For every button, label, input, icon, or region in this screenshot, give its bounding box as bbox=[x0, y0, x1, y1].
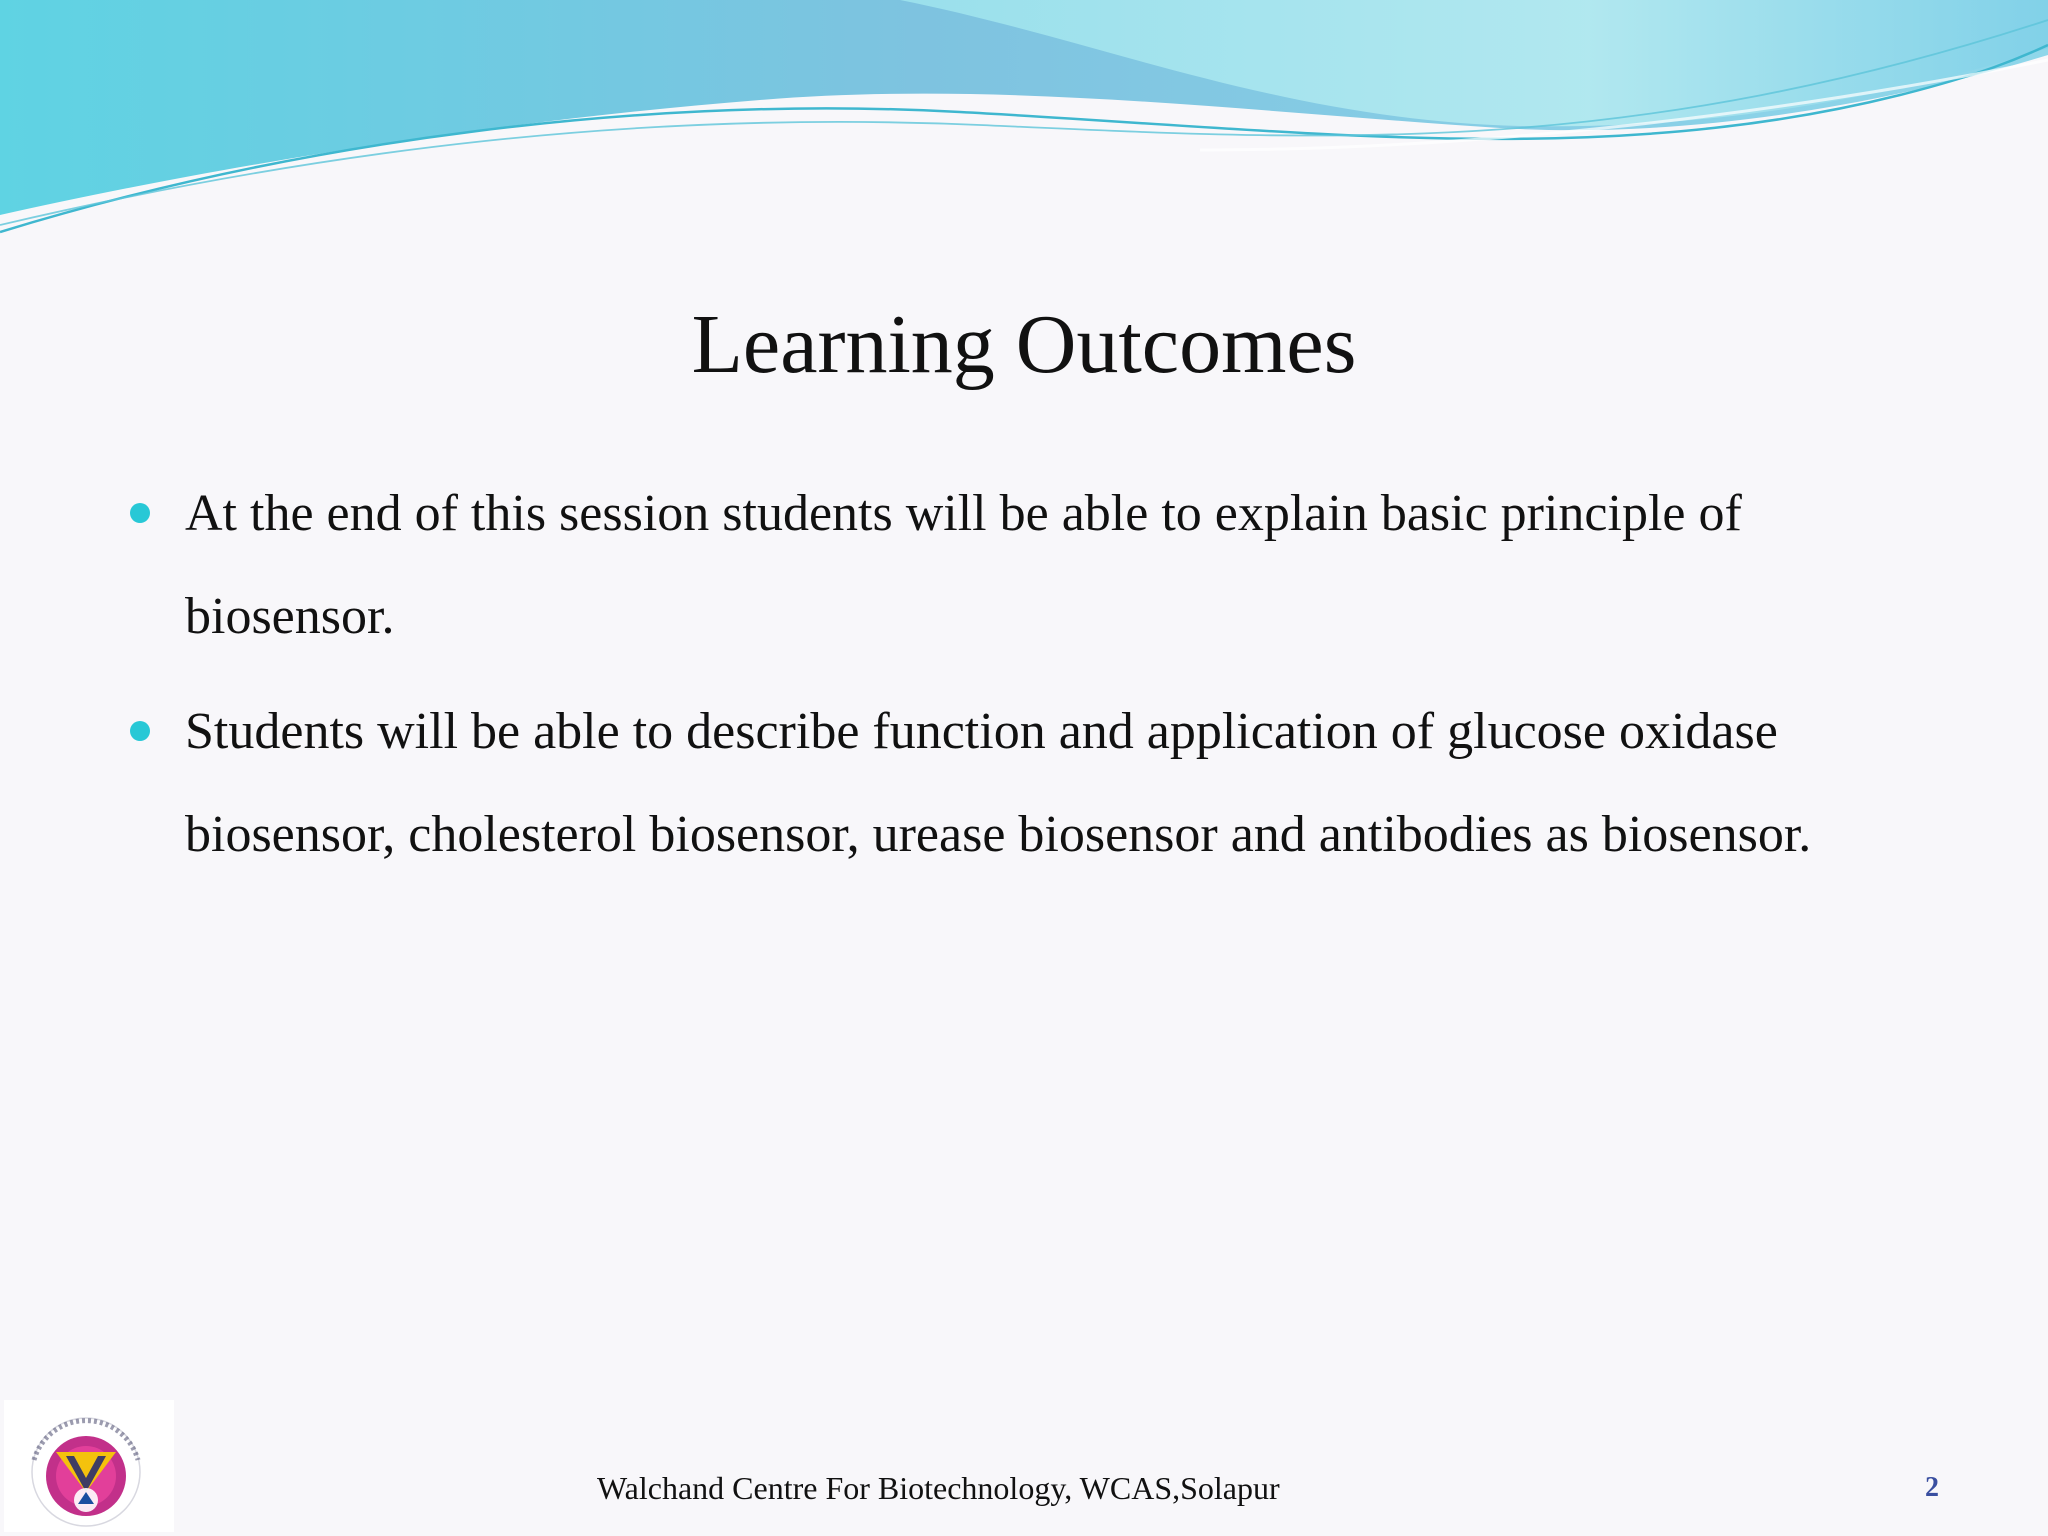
college-logo-icon bbox=[4, 1400, 174, 1532]
bullet-text: At the end of this session students will be able to explain basic principle of biosensor. bbox=[185, 485, 1742, 645]
footer-text: Walchand Centre For Biotechnology, WCAS,Solapur bbox=[597, 1470, 1280, 1506]
slide-title: Learning Outcomes bbox=[691, 298, 1357, 391]
slide-number: 2 bbox=[1925, 1472, 1939, 1503]
bullet-dot-icon bbox=[130, 503, 150, 523]
bullet-dot-icon bbox=[130, 721, 150, 741]
bullet-item bbox=[130, 680, 1930, 886]
bullet-item bbox=[130, 462, 1930, 668]
bullet-text: Students will be able to describe function and application of glucose oxidase biosensor, cholesterol biosensor, urease biosensor and antibodies as biosensor. bbox=[185, 703, 1812, 863]
header-wave-decoration bbox=[0, 0, 2048, 240]
bullet-list bbox=[130, 462, 1930, 886]
